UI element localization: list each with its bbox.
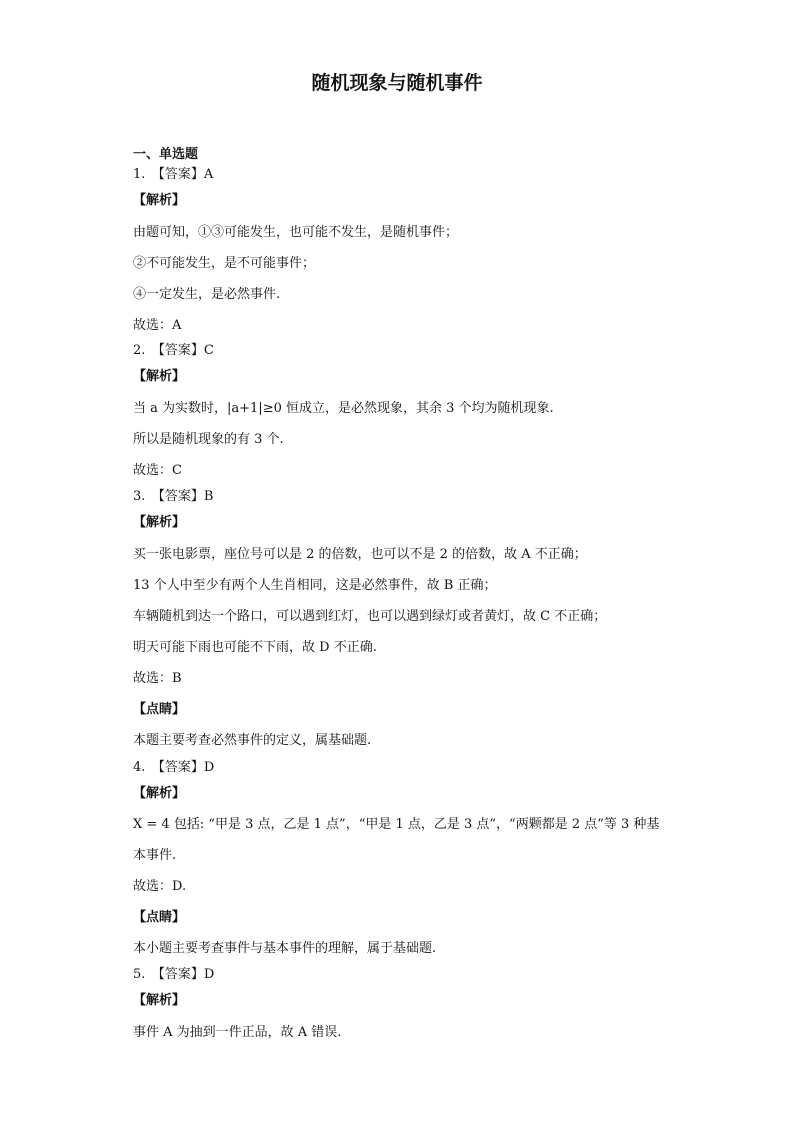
page-title: 随机现象与随机事件	[311, 72, 483, 94]
q2-analysis-line: 当 a 为实数时，|a+1|≥0 恒成立，是必然现象，其余 3 个均为随机现象.	[133, 401, 554, 416]
q4-analysis-line: X = 4 包括: “甲是 3 点，乙是 1 点”，“甲是 1 点，乙是 3 点”，“两颗都是 2 点”等 3 种基	[133, 817, 660, 832]
q3-comment-label: 【点睛】	[133, 702, 186, 717]
q1-analysis-line: ④一定发生，是必然事件.	[133, 287, 281, 302]
q3-choice: 故选：B	[133, 671, 182, 686]
q2-analysis-line: 所以是随机现象的有 3 个.	[133, 432, 284, 447]
q2-answer: 2. 【答案】C	[133, 343, 214, 358]
q2-analysis-label: 【解析】	[133, 369, 186, 384]
q3-answer: 3. 【答案】B	[133, 489, 214, 504]
q4-analysis-label: 【解析】	[133, 786, 186, 801]
q3-analysis-line: 车辆随机到达一个路口，可以遇到红灯，也可以遇到绿灯或者黄灯，故 C 不正确；	[133, 609, 607, 624]
q3-analysis-line: 明天可能下雨也可能不下雨，故 D 不正确.	[133, 640, 377, 655]
q4-answer: 4. 【答案】D	[133, 760, 215, 775]
q4-comment-label: 【点睛】	[133, 910, 186, 925]
q3-analysis-label: 【解析】	[133, 515, 186, 530]
q5-analysis-label: 【解析】	[133, 993, 186, 1008]
q1-answer: 1. 【答案】A	[133, 167, 214, 182]
q4-choice: 故选：D.	[133, 879, 187, 894]
q1-analysis-line: ②不可能发生，是不可能事件；	[133, 256, 316, 271]
q4-analysis-line: 本事件.	[133, 848, 177, 863]
q2-choice: 故选：C	[133, 463, 182, 478]
q4-comment: 本小题主要考查事件与基本事件的理解，属于基础题.	[133, 941, 437, 956]
q1-analysis-label: 【解析】	[133, 193, 186, 208]
section-heading: 一、单选题	[133, 147, 199, 162]
q1-choice: 故选：A	[133, 318, 182, 333]
q5-analysis-line: 事件 A 为抽到一件正品，故 A 错误.	[133, 1025, 342, 1040]
q3-analysis-line: 13 个人中至少有两个人生肖相同，这是必然事件，故 B 正确；	[133, 578, 497, 593]
q3-analysis-line: 买一张电影票，座位号可以是 2 的倍数，也可以不是 2 的倍数，故 A 不正确；	[133, 547, 587, 562]
q5-answer: 5. 【答案】D	[133, 967, 215, 982]
q1-analysis-line: 由题可知，①③可能发生，也可能不发生，是随机事件；	[133, 225, 459, 240]
q3-comment: 本题主要考查必然事件的定义，属基础题.	[133, 733, 372, 748]
